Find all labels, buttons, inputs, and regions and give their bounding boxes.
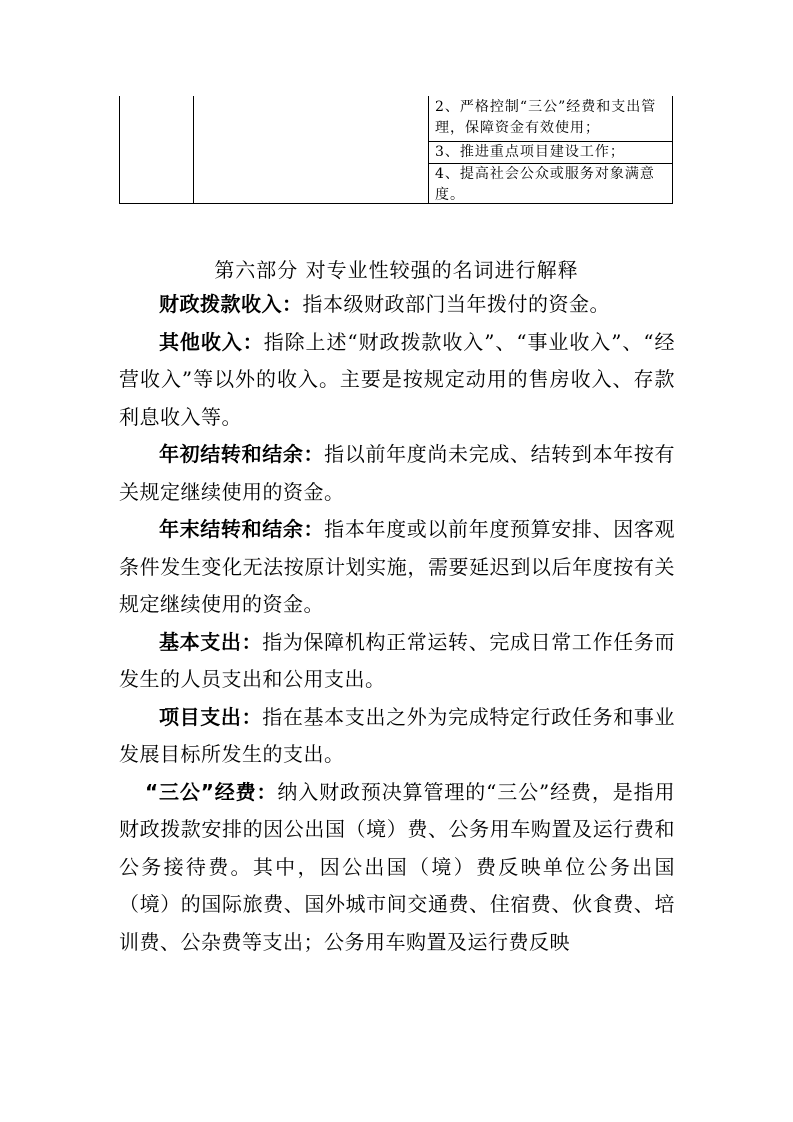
definition-text: 指在基本支出之外为完成特定行政任务和事业发展目标所发生的支出。 [119, 704, 676, 766]
table-fragment [119, 96, 673, 204]
definition-term: 财政拨款收入： [159, 292, 303, 316]
definition-text: 指除上述“财政拨款收入”、“事业收入”、“经营收入”等以外的收入。主要是按规定动用的售房收入、存款利息收入等。 [119, 329, 675, 429]
definition-text: 指本年度或以前年度预算安排、因客观条件发生变化无法按原计划实施，需要延迟到以后年度按有关规定继续使用的资金。 [119, 517, 676, 616]
definition-term: 基本支出： [159, 629, 263, 654]
definition-paragraph [119, 624, 675, 699]
definition-paragraph [119, 774, 675, 962]
definition-text: 指为保障机构正常运转、完成日常工作任务而发生的人员支出和公用支出。 [119, 629, 676, 691]
definitions-body [119, 286, 675, 961]
table-cell: 4、提高社会公众或服务对象满意度。 [435, 166, 655, 203]
definition-text: 指本级财政部门当年拨付的资金。 [302, 292, 610, 316]
definition-term: “三公”经费： [145, 779, 278, 804]
definition-paragraph [119, 699, 675, 774]
definition-paragraph [119, 436, 675, 511]
table-cell: 2、严格控制“三公”经费和支出管理，保障资金有效使用； [429, 96, 672, 142]
definition-text: 纳入财政预决算管理的“三公”经费，是指用财政拨款安排的因公出国（境）费、公务用车购置及运行费和公务接待费。其中，因公出国（境）费反映单位公务出国（境）的国际旅费、国外城市间交通费、住宿费、伙食费、培训费、公杂费等支出；公务用车购置及运行费反映 [119, 779, 675, 954]
definition-text: 指以前年度尚未完成、结转到本年按有关规定继续使用的资金。 [119, 442, 676, 504]
definition-paragraph [119, 511, 675, 624]
definition-term: 年初结转和结余： [159, 442, 325, 466]
table-column-measures [429, 96, 672, 203]
definition-paragraph [119, 286, 675, 324]
definition-paragraph [119, 324, 675, 437]
definition-term: 年末结转和结余： [159, 517, 325, 541]
definition-term: 项目支出： [159, 704, 263, 729]
table-cell: 3、推进重点项目建设工作； [429, 142, 672, 164]
definition-term: 其他收入： [159, 329, 264, 354]
table-column-divider [193, 96, 194, 203]
section-heading: 第六部分 对专业性较强的名词进行解释 [214, 258, 579, 282]
